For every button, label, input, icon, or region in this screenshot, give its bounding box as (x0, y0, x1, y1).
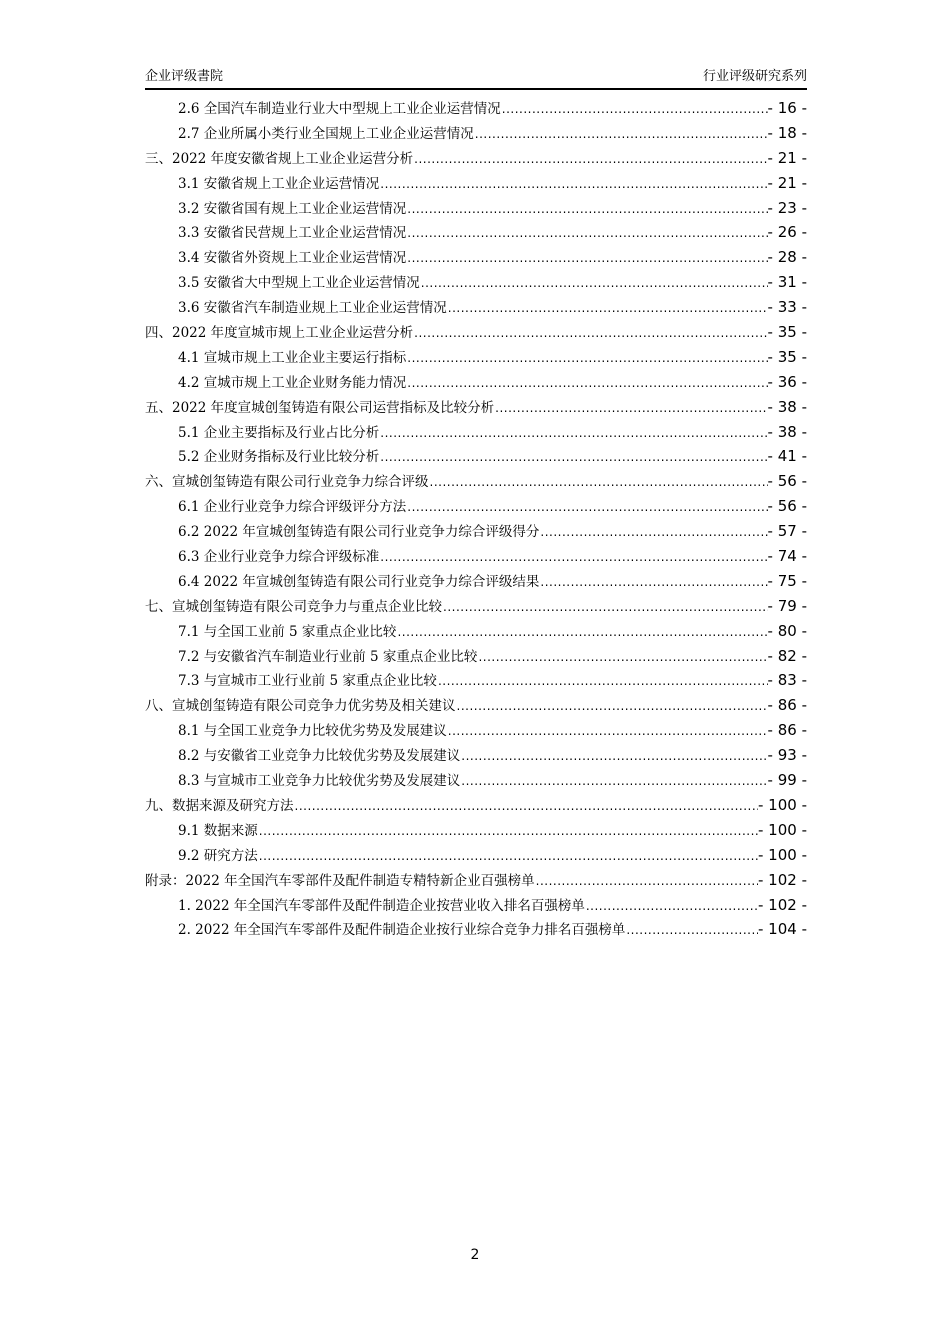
dot-leader (259, 844, 758, 868)
toc-entry-8-1[interactable] (145, 718, 807, 743)
toc-entry-title: 3.6 安徽省汽车制造业规上工业企业运营情况 (178, 300, 447, 317)
toc-entry-4-1[interactable] (145, 345, 807, 370)
dot-leader (495, 396, 767, 420)
toc-entry-title: 六、宣城创玺铸造有限公司行业竞争力综合评级 (145, 474, 429, 491)
toc-entry-title: 6.3 企业行业竞争力综合评级标准 (178, 549, 380, 566)
toc-entry-title: 1. 2022 年全国汽车零部件及配件制造企业按营业收入排名百强榜单 (178, 897, 585, 914)
toc-entry-page: - 38 - (767, 422, 807, 441)
toc-entry-title: 五、2022 年度宣城创玺铸造有限公司运营指标及比较分析 (145, 399, 495, 416)
toc-entry-page: - 100 - (758, 795, 807, 814)
dot-leader (380, 421, 767, 445)
dot-leader (380, 545, 767, 569)
toc-entry-3-1[interactable] (145, 171, 807, 196)
toc-entry-title: 附录：2022 年全国汽车零部件及配件制造专精特新企业百强榜单 (145, 872, 535, 889)
dot-leader (380, 445, 767, 469)
dot-leader (540, 570, 767, 594)
toc-entry-page: - 26 - (767, 223, 807, 242)
toc-entry-page: - 99 - (767, 771, 807, 790)
dot-leader (626, 918, 758, 942)
toc-entry-title: 四、2022 年度宣城市规上工业企业运营分析 (145, 325, 414, 342)
toc-entry-title: 3.2 安徽省国有规上工业企业运营情况 (178, 200, 407, 217)
toc-entry-page: - 21 - (767, 148, 807, 167)
toc-entry-title: 9.2 研究方法 (178, 847, 258, 864)
toc-entry-title: 2.6 全国汽车制造业行业大中型规上工业企业运营情况 (178, 101, 501, 117)
toc-entry-page: - 74 - (767, 547, 807, 566)
toc-entry-page: - 36 - (767, 372, 807, 391)
dot-leader (478, 645, 767, 669)
toc-entry-title: 5.2 企业财务指标及行业比较分析 (178, 449, 380, 466)
toc-entry-title: 7.3 与宣城市工业行业前 5 家重点企业比较 (178, 673, 437, 690)
toc-entry-page: - 102 - (758, 870, 807, 889)
toc-entry-page: - 93 - (767, 746, 807, 765)
header-series: 行业评级研究系列 (702, 69, 807, 84)
dot-leader (295, 794, 759, 818)
toc-entry-5-1[interactable] (145, 420, 807, 445)
toc-entry-page: - 35 - (767, 323, 807, 342)
toc-entry-title: 5.1 企业主要指标及行业占比分析 (178, 424, 380, 441)
toc-entry-appendix[interactable] (145, 868, 807, 893)
toc-entry-page: - 16 - (767, 99, 807, 117)
toc-entry-8-2[interactable] (145, 743, 807, 768)
toc-entry-title: 3.1 安徽省规上工业企业运营情况 (178, 175, 380, 192)
dot-leader (586, 894, 758, 918)
toc-entry-title: 八、宣城创玺铸造有限公司竞争力优劣势及相关建议 (145, 698, 456, 715)
toc-entry-chapter-6[interactable] (145, 469, 807, 494)
toc-entry-page: - 23 - (767, 198, 807, 217)
toc-entry-title: 8.2 与安徽省工业竞争力比较优劣势及发展建议 (178, 748, 461, 765)
toc-entry-chapter-9[interactable] (145, 793, 807, 818)
toc-entry-title: 8.3 与宣城市工业竞争力比较优劣势及发展建议 (178, 773, 461, 790)
dot-leader (475, 122, 768, 146)
toc-entry-chapter-8[interactable] (145, 693, 807, 718)
toc-entry-chapter-7[interactable] (145, 594, 807, 619)
toc-entry-title: 3.3 安徽省民营规上工业企业运营情况 (178, 225, 407, 242)
toc-entry-title: 3.5 安徽省大中型规上工业企业运营情况 (178, 275, 420, 292)
toc-entry-title: 七、宣城创玺铸造有限公司竞争力与重点企业比较 (145, 598, 442, 615)
dot-leader (380, 172, 767, 196)
dot-leader (448, 296, 768, 320)
toc-entry-page: - 102 - (758, 895, 807, 914)
toc-entry-7-3[interactable] (145, 668, 807, 693)
dot-leader (407, 371, 767, 395)
toc-entry-title: 三、2022 年度安徽省规上工业企业运营分析 (145, 150, 414, 167)
toc-entry-3-3[interactable] (145, 220, 807, 245)
toc-entry-9-1[interactable] (145, 818, 807, 843)
toc-entry-appendix-2[interactable] (145, 917, 807, 942)
toc-entry-title: 2. 2022 年全国汽车零部件及配件制造企业按行业综合竞争力排名百强榜单 (178, 922, 626, 939)
dot-leader (397, 620, 767, 644)
toc-entry-3-4[interactable] (145, 245, 807, 270)
toc-entry-title: 7.2 与安徽省汽车制造业行业前 5 家重点企业比较 (178, 648, 478, 665)
toc-entry-title: 6.1 企业行业竞争力综合评级评分方法 (178, 499, 407, 516)
toc-entry-page: - 18 - (767, 123, 807, 142)
toc-entry-2-7[interactable] (145, 121, 807, 146)
toc-entry-page: - 79 - (767, 596, 807, 615)
toc-entry-title: 9.1 数据来源 (178, 822, 258, 839)
dot-leader (407, 346, 767, 370)
toc-entry-6-2[interactable] (145, 519, 807, 544)
toc-entry-page: - 56 - (767, 472, 807, 491)
toc-entry-5-2[interactable] (145, 444, 807, 469)
dot-leader (259, 819, 758, 843)
toc-entry-7-2[interactable] (145, 644, 807, 669)
toc-entry-page: - 21 - (767, 173, 807, 192)
dot-leader (414, 321, 767, 345)
toc-entry-title: 九、数据来源及研究方法 (145, 797, 294, 814)
toc-entry-appendix-1[interactable] (145, 893, 807, 918)
page-header (145, 66, 807, 90)
dot-leader (540, 520, 767, 544)
toc-entry-page: - 100 - (758, 820, 807, 839)
toc-entry-6-1[interactable] (145, 494, 807, 519)
toc-entry-title: 3.4 安徽省外资规上工业企业运营情况 (178, 250, 407, 267)
toc-entry-3-6[interactable] (145, 295, 807, 320)
toc-entry-3-2[interactable] (145, 196, 807, 221)
toc-entry-chapter-5[interactable] (145, 395, 807, 420)
toc-entry-6-4[interactable] (145, 569, 807, 594)
toc-entry-title: 7.1 与全国工业前 5 家重点企业比较 (178, 623, 397, 640)
page-number: 2 (470, 1247, 480, 1263)
toc-entry-page: - 28 - (767, 248, 807, 267)
toc-entry-page: - 86 - (767, 721, 807, 740)
dot-leader (407, 197, 767, 221)
toc-entry-6-3[interactable] (145, 544, 807, 569)
table-of-contents (145, 96, 807, 942)
toc-entry-title: 8.1 与全国工业竞争力比较优劣势及发展建议 (178, 723, 447, 740)
dot-leader (461, 769, 767, 793)
toc-entry-page: - 33 - (767, 298, 807, 317)
toc-entry-chapter-3[interactable] (145, 146, 807, 171)
header-publisher: 企业评级書院 (145, 69, 224, 84)
dot-leader (438, 669, 768, 693)
toc-entry-7-1[interactable] (145, 619, 807, 644)
toc-entry-page: - 41 - (767, 447, 807, 466)
toc-entry-page: - 104 - (758, 920, 807, 939)
toc-entry-title: 4.2 宣城市规上工业企业财务能力情况 (178, 374, 407, 391)
dot-leader (502, 97, 768, 121)
dot-leader (448, 719, 768, 743)
toc-entry-page: - 35 - (767, 347, 807, 366)
toc-entry-title: 6.4 2022 年宣城创玺铸造有限公司行业竞争力综合评级结果 (178, 573, 540, 590)
toc-entry-page: - 83 - (767, 671, 807, 690)
toc-entry-page: - 100 - (758, 845, 807, 864)
dot-leader (414, 147, 767, 171)
toc-entry-page: - 56 - (767, 497, 807, 516)
toc-entry-chapter-4[interactable] (145, 320, 807, 345)
toc-entry-8-3[interactable] (145, 768, 807, 793)
dot-leader (457, 694, 768, 718)
dot-leader (407, 221, 767, 245)
toc-entry-page: - 80 - (767, 621, 807, 640)
toc-entry-3-5[interactable] (145, 270, 807, 295)
toc-entry-page: - 82 - (767, 646, 807, 665)
toc-entry-9-2[interactable] (145, 843, 807, 868)
dot-leader (407, 246, 767, 270)
toc-entry-page: - 75 - (767, 571, 807, 590)
dot-leader (443, 595, 768, 619)
dot-leader (430, 470, 768, 494)
dot-leader (421, 271, 768, 295)
toc-entry-page: - 38 - (767, 397, 807, 416)
dot-leader (461, 744, 767, 768)
dot-leader (536, 869, 758, 893)
toc-entry-page: - 86 - (767, 696, 807, 715)
toc-entry-4-2[interactable] (145, 370, 807, 395)
toc-entry-title: 4.1 宣城市规上工业企业主要运行指标 (178, 349, 407, 366)
toc-entry-2-6[interactable] (145, 96, 807, 121)
toc-entry-page: - 31 - (767, 273, 807, 292)
dot-leader (407, 495, 767, 519)
toc-entry-title: 2.7 企业所属小类行业全国规上工业企业运营情况 (178, 125, 474, 142)
toc-entry-title: 6.2 2022 年宣城创玺铸造有限公司行业竞争力综合评级得分 (178, 524, 540, 541)
toc-entry-page: - 57 - (767, 522, 807, 541)
